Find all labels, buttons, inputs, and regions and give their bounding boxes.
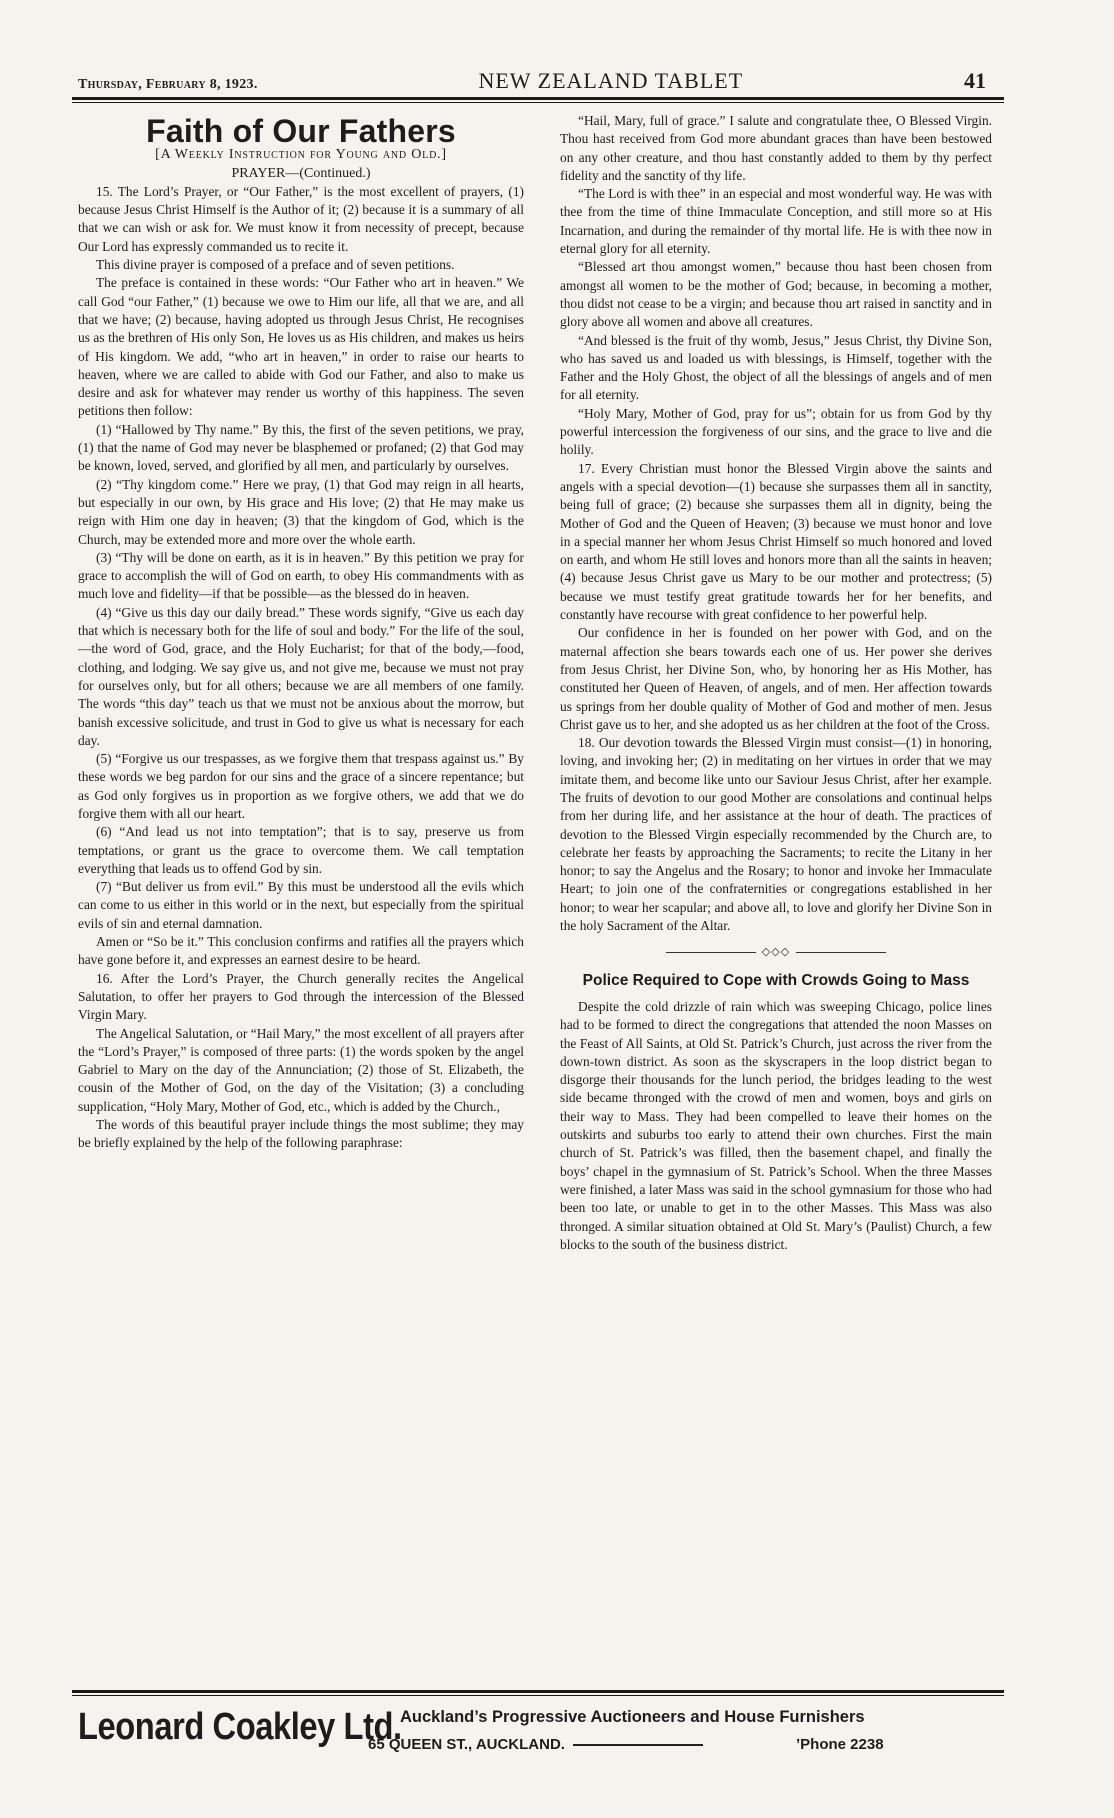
article-paragraph: “The Lord is with thee” in an especial and most wonderful way. He was with thee from the time of thine Immaculate Conception, and still more so at His Incarnation, and during the remainder of thy mortal life. He is with thee now in eternal glory for all eternity. xyxy=(560,186,992,257)
article-paragraph: (5) “Forgive us our trespasses, as we forgive them that trespass against us.” By these words we beg pardon for our sins and the grace of a sincere repentance; but as God only forgives us in proportion as we forgive others, we add that we do forgive them with all our heart. xyxy=(78,751,524,821)
article-paragraph: 18. Our devotion towards the Blessed Virgin must consist—(1) in honoring, loving, and invoking her; (2) in meditating on her virtues in order that we may imitate them, and become like unto our Saviour Jesus Christ, after her example. The fruits of devotion to our good Mother are consolations and continual helps from her during life, and her assistance at the hour of death. The practices of devotion to the Blessed Virgin especially recommended by the Church are, to celebrate her feasts by approaching the Sacraments; to recite the Litany in her honor; to say the Angelus and the Rosary; to honor and invoke her Immaculate Heart; to join one of the confraternities or congregations established in her honor; to wear her scapular; and above all, to love and glorify her Divine Son in the holy Sacrament of the Altar. xyxy=(560,735,992,934)
right-column xyxy=(560,112,992,1254)
publication-title: NEW ZEALAND TABLET xyxy=(478,68,744,93)
article-paragraph: Our confidence in her is founded on her power with God, and on the maternal affection she bears towards each one of us. Her power she derives from Jesus Christ, her Divine Son, who, by honoring her as His Mother, has constituted her Queen of Heaven, of angels, and of men. Her affection towards us springs from her double quality of Mother of God and mother of men. Jesus Christ gave us to her, and she adopted us as her children at the foot of the Cross. xyxy=(560,625,992,732)
article-paragraph: 15. The Lord’s Prayer, or “Our Father,” is the most excellent of prayers, (1) because Jesus Christ Himself is the Author of it; (2) because it is a summary of all that we can wish or ask for. We must know it from necessity of precept, because Our Lord has expressly commanded us to recite it. xyxy=(78,183,524,254)
masthead-rule-thin xyxy=(72,102,1004,103)
article-paragraph: (7) “But deliver us from evil.” By this must be understood all the evils which can come to us either in this world or in the next, but especially from the spiritual evils of sin and eternal damnation. xyxy=(78,879,524,931)
article-paragraph: 16. After the Lord’s Prayer, the Church generally recites the Angelical Salutation, to offer her prayers to God through the intercession of the Blessed Virgin Mary. xyxy=(78,970,524,1023)
article-paragraph: The words of this beautiful prayer include things the most sublime; they may be briefly explained by the help of the following paraphrase: xyxy=(78,1117,524,1151)
article-subtitle: [A Weekly Instruction for Young and Old.] xyxy=(155,147,447,163)
article-paragraph: The Angelical Salutation, or “Hail Mary,” the most excellent of all prayers after the “Lord’s Prayer,” is composed of three parts: (1) the words spoken by the angel Gabriel to Mary on the day of the Annunciation; (2) those of St. Elizabeth, the cousin of the Mother of God, on the day of the Visitation; (3) a concluding supplication, “Holy Mary, Mother of God, etc., which is added by the Church., xyxy=(78,1025,524,1114)
advert-rule xyxy=(72,1690,1004,1693)
advertisement xyxy=(78,1700,1008,1780)
page-number: 41 xyxy=(964,68,986,93)
advertiser-phone: ’Phone 2238 xyxy=(796,1736,884,1753)
section-divider: ◇◇◇ xyxy=(560,943,992,961)
article-title: Faith of Our Fathers xyxy=(146,113,456,149)
article-paragraph: (3) “Thy will be done on earth, as it is in heaven.” By this petition we pray for grace to accomplish the will of God on earth, to obey His commandments with as much love and fidelity—if that be possible—as the blessed do in heaven. xyxy=(78,549,524,602)
advertiser-name: Leonard Coakley Ltd. xyxy=(78,1706,402,1748)
article-paragraph: This divine prayer is composed of a preface and of seven petitions. xyxy=(96,257,455,273)
advertiser-address-line xyxy=(368,1736,711,1753)
masthead xyxy=(78,68,986,96)
article-paragraph: (6) “And lead us not into temptation”; that is to say, preserve us from temptations, or grant us the grace to overcome them. We call temptation everything that leads us to offend God by sin. xyxy=(78,824,524,876)
masthead-rule xyxy=(72,97,1004,100)
issue-date: Thursday, February 8, 1923. xyxy=(78,77,258,92)
advertiser-address: 65 QUEEN ST., AUCKLAND. xyxy=(368,1736,565,1753)
left-column xyxy=(78,112,524,1153)
article-paragraph: (4) “Give us this day our daily bread.” These words signify, “Give us each day that which is necessary both for the life of soul and body.” For the life of the soul, —the word of God, grace, and the Holy Eucharist; for that of the body,—food, clothing, and lodging. We say give us, and not give me, because we must not pray for ourselves only, but for all others; because we are all members of one family. The words “this day” teach us that we must not be anxious about the morrow, but banish excessive solicitude, and trust in God to give us what is necessary for each day. xyxy=(78,604,524,748)
article-paragraph: Amen or “So be it.” This conclusion confirms and ratifies all the prayers which have gone before it, and expresses an earnest desire to be heard. xyxy=(78,934,524,968)
article-paragraph: (2) “Thy kingdom come.” Here we pray, (1) that God may reign in all hearts, but especially in our own, by His grace and His love; (2) that He may make us reign with Him one day in heaven; (3) that the kingdom of God, which is the Church, may be extended more and more over the whole earth. xyxy=(78,476,524,547)
advert-rule-thin xyxy=(72,1695,1004,1696)
article-paragraph: 17. Every Christian must honor the Blessed Virgin above the saints and angels with a special devotion—(1) because she surpasses them all in sanctity, being full of grace; (2) because she surpasses them all in dignity, being the Mother of God and the Queen of Heaven; (3) because we must honor and love in a special manner her whom Jesus Christ Himself so much honored and loved on earth, and whom He still loves and honors more than all the saints in heaven; (4) because Jesus Christ gave us Mary to be our mother and protectress; (5) because we must testify great gratitude towards her for her benefits, and constantly have recourse with great confidence to her powerful help. xyxy=(560,460,992,623)
article-paragraph: (1) “Hallowed by Thy name.” By this, the first of the seven petitions, we pray, (1) that the name of God may never be blasphemed or profaned; (2) that God may be known, loved, served, and glorified by all men, and particularly by ourselves. xyxy=(78,421,524,474)
article-section: PRAYER—(Continued.) xyxy=(231,165,371,181)
article-paragraph: “Hail, Mary, full of grace.” I salute and congratulate thee, O Blessed Virgin. Thou hast received from God more abundant graces than have been bestowed on any other creature, and thou hast constantly added to them by thy perfect fidelity and the sanctity of thy life. xyxy=(560,113,992,183)
article-paragraph: “And blessed is the fruit of thy womb, Jesus,” Jesus Christ, thy Divine Son, who has saved us and loaded us with blessings, is Himself, together with the Father and the Holy Ghost, the object of all the blessings of angels and of men for all eternity. xyxy=(560,332,992,403)
news-headline: Police Required to Cope with Crowds Going to Mass xyxy=(582,971,970,989)
advertiser-tagline: Auckland’s Progressive Auctioneers and House Furnishers xyxy=(400,1708,865,1726)
article-paragraph: The preface is contained in these words: “Our Father who art in heaven.” We call God “our Father,” (1) because we owe to Him our life, all that we are, and all that we have; (2) because, having adopted us through Jesus Christ, He recognises us as the brethren of His only Son, He loves us as His children, and makes us heirs of His kingdom. We add, “who art in heaven,” in order to raise our hearts to heaven, where we are called to abide with God our Father, and also to make us desire and ask for whatever may render us worthy of this happiness. The seven petitions then follow: xyxy=(78,275,524,419)
article-paragraph: “Blessed art thou amongst women,” because thou hast been chosen from amongst all women to be the mother of God; because, in becoming a mother, thou didst not cease to be a virgin; and because thou art raised in sanctity and in glory above all women and above all creatures. xyxy=(560,259,992,330)
article-paragraph: “Holy Mary, Mother of God, pray for us”; obtain for us from God by thy powerful intercession the forgiveness of our sins, and the grace to live and die holily. xyxy=(560,405,992,458)
news-body: Despite the cold drizzle of rain which was sweeping Chicago, police lines had to be formed to direct the congregations that attended the noon Masses on the Feast of All Saints, at Old St. Patrick’s Church, just across the river from the down-town district. As soon as the skyscrapers in the loop district began to disgorge their thousands for the lunch period, the bridges leading to the west side became thronged with the crowd of men and women, boys and girls on their way to Mass. They had been compelled to leave their homes on the outskirts and suburbs too early to attend their own churches. First the main church of St. Patrick’s was filled, then the basement chapel, and finally the boys’ chapel in the gymnasium of St. Patrick’s School. When the three Masses were finished, a later Mass was said in the school gymnasium for those who had been too late, or unable to get in to the other Masses. This Mass was also thronged. A similar situation obtained at Old St. Mary’s (Paulist) Church, a few blocks to the south of the business district. xyxy=(560,998,992,1252)
